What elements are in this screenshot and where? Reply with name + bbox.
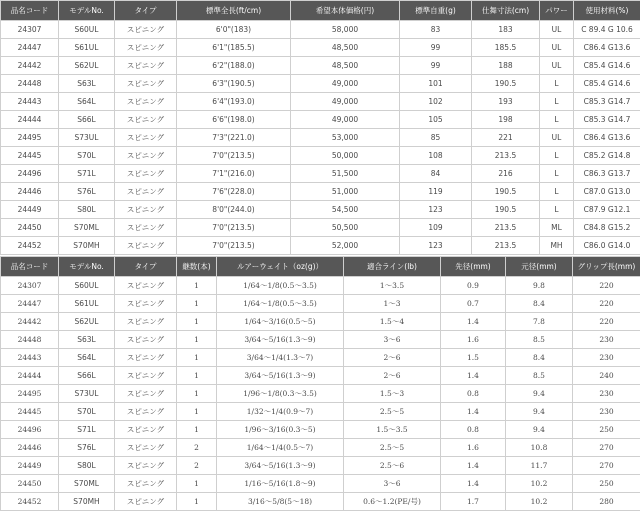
table-cell: UL <box>540 39 574 57</box>
column-header: 適合ライン(lb) <box>344 257 441 277</box>
table-cell: 1 <box>177 493 217 511</box>
table-cell: S70MH <box>59 493 115 511</box>
table-cell: スピニング <box>115 313 177 331</box>
table-cell: 1.4 <box>441 313 506 331</box>
table-cell: 1 <box>177 421 217 439</box>
table-cell: 213.5 <box>472 147 540 165</box>
table-cell: 123 <box>400 201 472 219</box>
table-cell: 190.5 <box>472 75 540 93</box>
table-row <box>1 165 640 183</box>
table-cell: S61UL <box>59 39 115 57</box>
table-cell: 183 <box>472 21 540 39</box>
table-cell: 1.5 <box>441 349 506 367</box>
column-header: 使用材料(%) <box>574 1 640 21</box>
table-cell: S61UL <box>59 295 115 313</box>
details-table-body <box>1 277 640 511</box>
table-cell: 230 <box>573 331 640 349</box>
table-cell: 250 <box>573 475 640 493</box>
table-cell: S70MH <box>59 237 115 255</box>
table-cell: 53,000 <box>291 129 400 147</box>
table-row <box>1 39 640 57</box>
table-cell: S70L <box>59 403 115 421</box>
table-cell: スピニング <box>115 367 177 385</box>
table-cell: S80L <box>59 457 115 475</box>
table-cell: スピニング <box>115 237 177 255</box>
column-header: モデルNo. <box>59 257 115 277</box>
table-cell: 1 <box>177 349 217 367</box>
table-cell: 49,000 <box>291 111 400 129</box>
table-cell: 11.7 <box>506 457 573 475</box>
table-cell: 190.5 <box>472 201 540 219</box>
table-row <box>1 313 640 331</box>
table-cell: 9.8 <box>506 277 573 295</box>
column-header: 標準自重(g) <box>400 1 472 21</box>
table-cell: 2.5～6 <box>344 457 441 475</box>
table-cell: UL <box>540 21 574 39</box>
table-cell: 24446 <box>1 183 59 201</box>
table-cell: 1.4 <box>441 475 506 493</box>
table-cell: 0.6～1.2(PE/号) <box>344 493 441 511</box>
table-cell: 7'0"(213.5) <box>177 237 291 255</box>
table-cell: 190.5 <box>472 183 540 201</box>
table-cell: C87.0 G13.0 <box>574 183 640 201</box>
table-cell: S63L <box>59 75 115 93</box>
table-cell: 250 <box>573 421 640 439</box>
table-row <box>1 403 640 421</box>
column-header: タイプ <box>115 257 177 277</box>
table-cell: 1/64～1/8(0.5～3.5) <box>217 277 344 295</box>
table-cell: C86.3 G13.7 <box>574 165 640 183</box>
table-cell: 105 <box>400 111 472 129</box>
table-cell: 0.8 <box>441 385 506 403</box>
table-row <box>1 493 640 511</box>
table-cell: 51,500 <box>291 165 400 183</box>
table-cell: スピニング <box>115 403 177 421</box>
table-cell: L <box>540 165 574 183</box>
table-cell: 220 <box>573 313 640 331</box>
table-cell: 54,500 <box>291 201 400 219</box>
table-cell: 1～3 <box>344 295 441 313</box>
table-cell: 7'0"(213.5) <box>177 219 291 237</box>
table-cell: 24445 <box>1 403 59 421</box>
column-header: 標準全長(ft/cm) <box>177 1 291 21</box>
table-row <box>1 111 640 129</box>
table-cell: 24444 <box>1 111 59 129</box>
table-cell: S60UL <box>59 21 115 39</box>
table-cell: S60UL <box>59 277 115 295</box>
table-cell: 220 <box>573 277 640 295</box>
table-cell: 2.5～5 <box>344 403 441 421</box>
table-row <box>1 331 640 349</box>
column-header: ルアーウェイト（oz(g)） <box>217 257 344 277</box>
table-cell: 6'1"(185.5) <box>177 39 291 57</box>
column-header: 元径(mm) <box>506 257 573 277</box>
table-cell: スピニング <box>115 201 177 219</box>
table-cell: S62UL <box>59 313 115 331</box>
table-cell: スピニング <box>115 331 177 349</box>
table-cell: 1 <box>177 313 217 331</box>
table-row <box>1 349 640 367</box>
table-cell: L <box>540 147 574 165</box>
table-cell: 1.7 <box>441 493 506 511</box>
table-cell: 1.6 <box>441 439 506 457</box>
table-cell: 7.8 <box>506 313 573 331</box>
table-cell: S71L <box>59 165 115 183</box>
specs-table <box>0 0 640 255</box>
table-cell: 24496 <box>1 421 59 439</box>
details-table-header <box>1 257 640 277</box>
table-cell: C 89.4 G 10.6 <box>574 21 640 39</box>
table-row <box>1 219 640 237</box>
table-cell: C87.9 G12.1 <box>574 201 640 219</box>
table-row <box>1 21 640 39</box>
table-cell: L <box>540 111 574 129</box>
table-cell: C85.2 G14.8 <box>574 147 640 165</box>
table-row <box>1 57 640 75</box>
table-cell: 1/64～1/8(0.5～3.5) <box>217 295 344 313</box>
table-cell: スピニング <box>115 39 177 57</box>
table-cell: スピニング <box>115 21 177 39</box>
table-cell: 8.4 <box>506 295 573 313</box>
table-cell: 1.4 <box>441 403 506 421</box>
table-cell: 24447 <box>1 39 59 57</box>
table-row <box>1 201 640 219</box>
table-cell: 193 <box>472 93 540 111</box>
table-cell: 6'0"(183) <box>177 21 291 39</box>
table-cell: S70ML <box>59 219 115 237</box>
table-cell: S70ML <box>59 475 115 493</box>
table-cell: 99 <box>400 57 472 75</box>
table-cell: S64L <box>59 93 115 111</box>
table-cell: 220 <box>573 295 640 313</box>
table-cell: 49,000 <box>291 75 400 93</box>
table-cell: 83 <box>400 21 472 39</box>
table-cell: 10.8 <box>506 439 573 457</box>
table-cell: 85 <box>400 129 472 147</box>
table-cell: 24445 <box>1 147 59 165</box>
table-cell: 2 <box>177 457 217 475</box>
table-cell: スピニング <box>115 457 177 475</box>
table-cell: C85.3 G14.7 <box>574 93 640 111</box>
table-cell: 24443 <box>1 349 59 367</box>
table-cell: 6'2"(188.0) <box>177 57 291 75</box>
table-cell: 108 <box>400 147 472 165</box>
table-cell: UL <box>540 57 574 75</box>
table-cell: MH <box>540 237 574 255</box>
table-cell: 9.4 <box>506 403 573 421</box>
column-header: グリップ長(mm) <box>573 257 640 277</box>
table-cell: 3/64～5/16(1.3～9) <box>217 367 344 385</box>
table-cell: 0.9 <box>441 277 506 295</box>
table-cell: 0.7 <box>441 295 506 313</box>
table-cell: 280 <box>573 493 640 511</box>
table-cell: S62UL <box>59 57 115 75</box>
table-cell: S71L <box>59 421 115 439</box>
table-cell: 1/64～1/4(0.5～7) <box>217 439 344 457</box>
column-header: 継数(本) <box>177 257 217 277</box>
table-cell: 8.4 <box>506 349 573 367</box>
table-cell: L <box>540 75 574 93</box>
table-row <box>1 237 640 255</box>
table-cell: 6'3"(190.5) <box>177 75 291 93</box>
table-cell: C85.4 G14.6 <box>574 57 640 75</box>
table-cell: 1.4 <box>441 457 506 475</box>
table-cell: S63L <box>59 331 115 349</box>
table-cell: 1.5～4 <box>344 313 441 331</box>
table-cell: 3～6 <box>344 475 441 493</box>
table-cell: 198 <box>472 111 540 129</box>
table-cell: S66L <box>59 111 115 129</box>
column-header: 希望本体価格(円) <box>291 1 400 21</box>
table-row <box>1 385 640 403</box>
table-cell: スピニング <box>115 129 177 147</box>
table-cell: スピニング <box>115 475 177 493</box>
table-cell: 8'0"(244.0) <box>177 201 291 219</box>
table-cell: L <box>540 183 574 201</box>
table-cell: C86.4 G13.6 <box>574 39 640 57</box>
table-row <box>1 129 640 147</box>
table-cell: L <box>540 93 574 111</box>
table-cell: 1.4 <box>441 367 506 385</box>
table-cell: スピニング <box>115 277 177 295</box>
table-cell: 270 <box>573 457 640 475</box>
table-cell: 3/16～5/8(5～18) <box>217 493 344 511</box>
table-cell: スピニング <box>115 385 177 403</box>
table-cell: S76L <box>59 439 115 457</box>
table-cell: 1 <box>177 475 217 493</box>
table-cell: スピニング <box>115 219 177 237</box>
table-cell: 2 <box>177 439 217 457</box>
table-cell: 7'1"(216.0) <box>177 165 291 183</box>
table-cell: C86.0 G14.0 <box>574 237 640 255</box>
table-cell: 24442 <box>1 57 59 75</box>
table-row <box>1 93 640 111</box>
specs-table-body <box>1 21 640 255</box>
table-cell: 1/96～1/8(0.3～3.5) <box>217 385 344 403</box>
table-cell: 8.5 <box>506 367 573 385</box>
table-cell: ML <box>540 219 574 237</box>
table-cell: スピニング <box>115 295 177 313</box>
table-cell: 51,000 <box>291 183 400 201</box>
column-header: 仕舞寸法(cm) <box>472 1 540 21</box>
table-cell: 2.5～5 <box>344 439 441 457</box>
table-cell: 119 <box>400 183 472 201</box>
table-cell: 24442 <box>1 313 59 331</box>
table-cell: 1 <box>177 367 217 385</box>
table-cell: 24452 <box>1 237 59 255</box>
table-cell: 24495 <box>1 129 59 147</box>
table-cell: 1 <box>177 403 217 421</box>
table-cell: スピニング <box>115 75 177 93</box>
table-cell: 8.5 <box>506 331 573 349</box>
table-cell: S73UL <box>59 385 115 403</box>
table-cell: 102 <box>400 93 472 111</box>
table-cell: 24446 <box>1 439 59 457</box>
table-cell: 188 <box>472 57 540 75</box>
table-row <box>1 475 640 493</box>
table-cell: 24443 <box>1 93 59 111</box>
table-cell: スピニング <box>115 439 177 457</box>
table-cell: 3/64～5/16(1.3～9) <box>217 457 344 475</box>
table-cell: 1.5～3 <box>344 385 441 403</box>
table-cell: 123 <box>400 237 472 255</box>
table-cell: S70L <box>59 147 115 165</box>
table-cell: 240 <box>573 367 640 385</box>
table-cell: 221 <box>472 129 540 147</box>
table-cell: 6'4"(193.0) <box>177 93 291 111</box>
table-cell: 2～6 <box>344 349 441 367</box>
table-cell: 24449 <box>1 201 59 219</box>
table-cell: 10.2 <box>506 475 573 493</box>
table-cell: 7'0"(213.5) <box>177 147 291 165</box>
table-cell: UL <box>540 129 574 147</box>
details-table <box>0 256 640 511</box>
column-header: 品名コード <box>1 257 59 277</box>
table-cell: 1/16～5/16(1.8～9) <box>217 475 344 493</box>
table-cell: 230 <box>573 403 640 421</box>
table-cell: 101 <box>400 75 472 93</box>
table-cell: 24495 <box>1 385 59 403</box>
table-cell: 24447 <box>1 295 59 313</box>
column-header: パワー <box>540 1 574 21</box>
table-cell: S80L <box>59 201 115 219</box>
table-row <box>1 421 640 439</box>
table-cell: 185.5 <box>472 39 540 57</box>
table-row <box>1 367 640 385</box>
table-cell: 3/64～5/16(1.3～9) <box>217 331 344 349</box>
table-cell: スピニング <box>115 93 177 111</box>
table-cell: 48,500 <box>291 57 400 75</box>
table-cell: 24450 <box>1 475 59 493</box>
column-header: 先径(mm) <box>441 257 506 277</box>
table-cell: 24449 <box>1 457 59 475</box>
table-cell: 230 <box>573 349 640 367</box>
table-cell: 230 <box>573 385 640 403</box>
table-cell: S76L <box>59 183 115 201</box>
table-row <box>1 277 640 295</box>
specs-table-header <box>1 1 640 21</box>
table-row <box>1 439 640 457</box>
table-cell: 1～3.5 <box>344 277 441 295</box>
table-cell: 213.5 <box>472 237 540 255</box>
table-cell: 1/64～3/16(0.5～5) <box>217 313 344 331</box>
table-cell: スピニング <box>115 111 177 129</box>
table-row <box>1 147 640 165</box>
table-row <box>1 295 640 313</box>
column-header: 品名コード <box>1 1 59 21</box>
table-cell: 270 <box>573 439 640 457</box>
table-cell: 24452 <box>1 493 59 511</box>
table-cell: スピニング <box>115 183 177 201</box>
table-row <box>1 457 640 475</box>
table-cell: 49,000 <box>291 93 400 111</box>
table-cell: スピニング <box>115 57 177 75</box>
table-cell: 52,000 <box>291 237 400 255</box>
table-cell: 1/32～1/4(0.9～7) <box>217 403 344 421</box>
table-cell: 3～6 <box>344 331 441 349</box>
table-cell: 1.6 <box>441 331 506 349</box>
table-cell: 6'6"(198.0) <box>177 111 291 129</box>
table-cell: L <box>540 201 574 219</box>
table-cell: 24496 <box>1 165 59 183</box>
table-cell: スピニング <box>115 165 177 183</box>
table-cell: C84.8 G15.2 <box>574 219 640 237</box>
table-cell: 50,000 <box>291 147 400 165</box>
table-cell: 216 <box>472 165 540 183</box>
table-cell: 48,500 <box>291 39 400 57</box>
table-cell: 1 <box>177 277 217 295</box>
table-cell: 9.4 <box>506 385 573 403</box>
table-cell: 9.4 <box>506 421 573 439</box>
table-cell: スピニング <box>115 493 177 511</box>
table-cell: 7'6"(228.0) <box>177 183 291 201</box>
table-cell: スピニング <box>115 147 177 165</box>
table-cell: 1/96～3/16(0.3～5) <box>217 421 344 439</box>
table-cell: S66L <box>59 367 115 385</box>
column-header: モデルNo. <box>59 1 115 21</box>
table-cell: 0.8 <box>441 421 506 439</box>
table-cell: 2～6 <box>344 367 441 385</box>
table-cell: C85.3 G14.7 <box>574 111 640 129</box>
table-cell: 58,000 <box>291 21 400 39</box>
table-cell: 1.5～3.5 <box>344 421 441 439</box>
table-cell: スピニング <box>115 421 177 439</box>
column-header: タイプ <box>115 1 177 21</box>
table-row <box>1 75 640 93</box>
table-cell: 24307 <box>1 277 59 295</box>
table-cell: 99 <box>400 39 472 57</box>
table-cell: 1 <box>177 295 217 313</box>
table-cell: 1 <box>177 385 217 403</box>
table-cell: 109 <box>400 219 472 237</box>
table-cell: 10.2 <box>506 493 573 511</box>
table-cell: C85.4 G14.6 <box>574 75 640 93</box>
table-cell: 24448 <box>1 75 59 93</box>
table-cell: 24448 <box>1 331 59 349</box>
table-cell: 50,500 <box>291 219 400 237</box>
table-cell: C86.4 G13.6 <box>574 129 640 147</box>
table-cell: S73UL <box>59 129 115 147</box>
table-cell: 1 <box>177 331 217 349</box>
table-row <box>1 183 640 201</box>
table-cell: S64L <box>59 349 115 367</box>
table-cell: 24444 <box>1 367 59 385</box>
table-cell: 3/64～1/4(1.3～7) <box>217 349 344 367</box>
table-cell: 24450 <box>1 219 59 237</box>
table-cell: 213.5 <box>472 219 540 237</box>
table-cell: 7'3"(221.0) <box>177 129 291 147</box>
table-cell: 84 <box>400 165 472 183</box>
table-cell: 24307 <box>1 21 59 39</box>
table-cell: スピニング <box>115 349 177 367</box>
